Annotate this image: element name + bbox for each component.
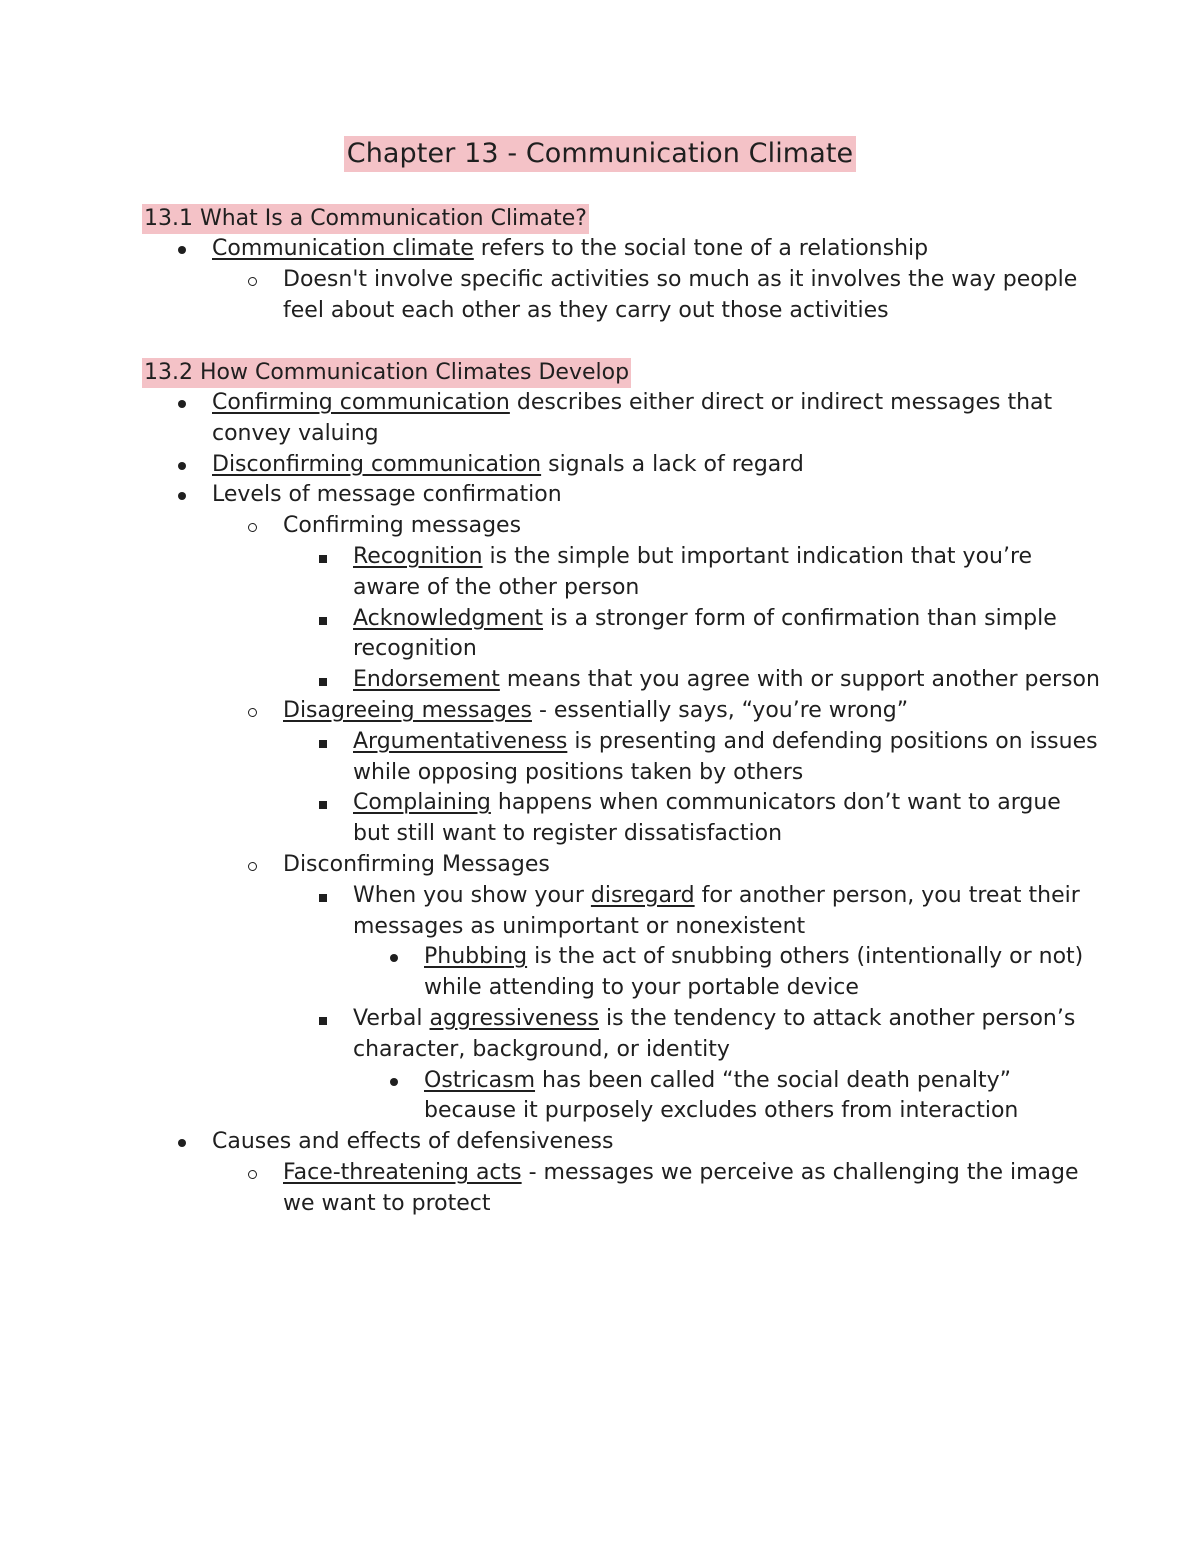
section-heading-13-2: 13.2 How Communication Climates Develop — [142, 358, 631, 388]
section-13-2 — [142, 358, 1102, 1220]
list-item — [142, 850, 1102, 881]
term-disconfirming-communication: Disconfirming communication — [212, 451, 542, 477]
section-heading-13-1: 13.1 What Is a Communication Climate? — [142, 204, 589, 234]
item-text-pre: Verbal — [353, 1005, 430, 1031]
list-item — [142, 942, 1102, 1004]
term-disagreeing-messages: Disagreeing messages — [283, 697, 532, 723]
term-acknowledgment: Acknowledgment — [353, 605, 544, 631]
list-item — [142, 1066, 1102, 1128]
item-text: Causes and effects of defensiveness — [212, 1129, 614, 1155]
item-text-pre: When you show your — [353, 882, 591, 908]
term-recognition: Recognition — [353, 543, 483, 569]
list-item — [142, 542, 1102, 604]
definition-text: has been called “the social death penalty” because it purposely excludes others from interaction — [424, 1067, 1019, 1124]
list-item — [142, 388, 1102, 450]
definition-text: happens when communicators don’t want to argue but still want to register dissatisfaction — [353, 790, 1061, 847]
term-face-threatening-acts: Face-threatening acts — [283, 1159, 522, 1185]
term-endorsement: Endorsement — [353, 667, 500, 693]
list-item — [142, 480, 1102, 511]
list-item — [142, 881, 1102, 943]
page-title: Chapter 13 - Communication Climate — [344, 136, 857, 172]
section-13-2-list — [142, 388, 1102, 1220]
term-communication-climate: Communication climate — [212, 236, 474, 261]
definition-text: is the simple but important indication that you’re aware of the other person — [353, 543, 1033, 600]
item-text: Levels of message confirmation — [212, 482, 562, 508]
list-item — [142, 604, 1102, 666]
term-phubbing: Phubbing — [424, 944, 528, 970]
item-text-post: for another person, you treat their messages as unimportant or nonexistent — [353, 882, 1080, 939]
title-wrapper — [0, 136, 1200, 172]
definition-text: refers to the social tone of a relationship — [473, 236, 929, 261]
definition-text: is a stronger form of confirmation than simple recognition — [353, 605, 1057, 662]
list-item — [142, 234, 1102, 265]
section-13-1-list — [142, 234, 1102, 326]
list-item — [142, 265, 1102, 327]
section-13-1 — [142, 204, 1102, 326]
definition-text: describes either direct or indirect messages that convey valuing — [212, 390, 1053, 446]
list-item — [142, 696, 1102, 727]
term-aggressiveness: aggressiveness — [429, 1005, 599, 1031]
sub-item-text: Doesn't involve specific activities so much as it involves the way people feel about each other as they carry out those activities — [283, 266, 1078, 323]
definition-text: - messages we perceive as challenging the image we want to protect — [283, 1159, 1079, 1216]
term-argumentativeness: Argumentativeness — [353, 728, 568, 754]
list-item — [142, 511, 1102, 542]
list-item — [142, 665, 1102, 696]
list-item — [142, 1004, 1102, 1066]
definition-text: signals a lack of regard — [541, 451, 804, 477]
term-confirming-communication: Confirming communication — [212, 390, 510, 415]
term-disregard: disregard — [590, 882, 695, 908]
list-item — [142, 1127, 1102, 1158]
list-item — [142, 727, 1102, 789]
item-text-post: is the tendency to attack another person’s character, background, or identity — [353, 1005, 1076, 1062]
item-text: Disconfirming Messages — [283, 851, 550, 877]
item-text: Confirming messages — [283, 513, 522, 539]
list-item — [142, 788, 1102, 850]
definition-text: - essentially says, “you’re wrong” — [531, 697, 909, 723]
list-item — [142, 450, 1102, 481]
term-ostracism: Ostricasm — [424, 1067, 536, 1093]
definition-text: is presenting and defending positions on issues while opposing positions taken by others — [353, 728, 1098, 785]
definition-text: means that you agree with or support another person — [499, 667, 1100, 693]
term-complaining: Complaining — [353, 790, 491, 816]
definition-text: is the act of snubbing others (intentionally or not) while attending to your portable device — [424, 944, 1084, 1001]
list-item — [142, 1158, 1102, 1220]
